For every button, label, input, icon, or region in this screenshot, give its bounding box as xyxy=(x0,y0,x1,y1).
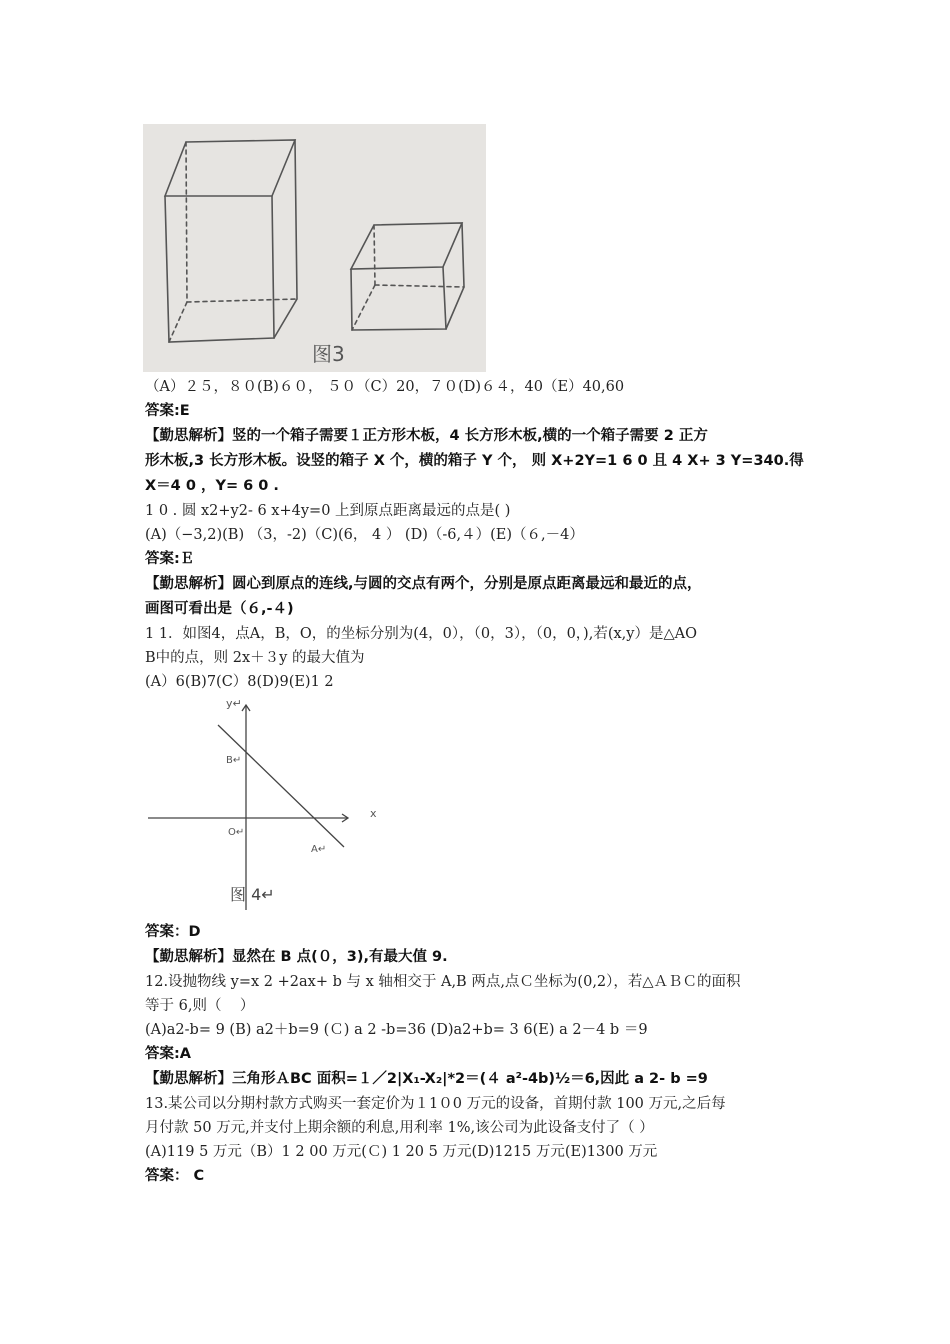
figure-4 xyxy=(148,695,388,910)
q9-options: （A）２５，８０(B)６０， ５０（C）20，７０(D)６４，40（E）40,60 xyxy=(145,379,625,395)
q13-answer: 答案： C xyxy=(145,1168,205,1184)
q12-stem-line: 12.设抛物线 y=x 2 +2ax+ b 与 x 轴相交于 A,B 两点,点Ｃ坐标为(0,2），若△ＡＢＣ的面积 xyxy=(145,974,741,990)
q10-options: (A)（−3,2)(B) （3，-2)（C)(6， 4 ） (D)（-6,４）(E)（６,－4） xyxy=(145,527,584,543)
q9-analysis-line: 形木板,3 长方形木板。设竖的箱子 X 个，横的箱子 Y 个， 则 X+2Y=1 6 0 且 4 X+ 3 Y=340.得 xyxy=(145,453,804,469)
x-axis-label: x xyxy=(370,807,377,820)
point-b-label: B↵ xyxy=(226,755,242,766)
q10-analysis-line: 画图可看出是（６,-４) xyxy=(145,601,294,617)
q12-options: (A)a2-b= 9 (B) a2＋b=9 (Ｃ) a 2 -b=36 (D)a2+b= 3 6(E) a 2－4 b ＝9 xyxy=(145,1022,648,1038)
figure-4-coordinate-plot xyxy=(148,695,388,910)
q10-analysis-line: 【勤思解析】圆心到原点的连线,与圆的交点有两个，分别是原点距离最远和最近的点， xyxy=(145,576,702,592)
q11-stem-line: B中的点，则 2x＋３y 的最大值为 xyxy=(145,650,365,666)
figure-3-image xyxy=(143,124,486,372)
q10-answer: 答案:Ｅ xyxy=(145,551,195,567)
y-axis-label: y↵ xyxy=(226,697,242,710)
q9-analysis-line: X＝4 0 ，Y= 6 0 . xyxy=(145,478,279,494)
q13-options: (A)119 5 万元（B）1 2 00 万元(Ｃ) 1 20 5 万元(D)1215 万元(E)1300 万元 xyxy=(145,1144,658,1160)
q11-options: (A）6(B)7(C）8(D)9(E)1 2 xyxy=(145,674,334,690)
q13-stem-line: 月付款 50 万元,并支付上期余额的利息,用利率 1%,该公司为此设备支付了（ ） xyxy=(145,1120,654,1136)
q13-stem-line: 13.某公司以分期村款方式购买一套定价为１1０0 万元的设备，首期付款 100 万元,之后每 xyxy=(145,1096,726,1112)
q11-answer: 答案：D xyxy=(145,924,201,940)
figure-4-caption: 图 4↵ xyxy=(230,885,275,904)
point-a-label: A↵ xyxy=(311,844,327,855)
q12-analysis-line: 【勤思解析】三角形ＡBC 面积=１／2|X₁-X₂|*2＝(４ a²-4b)½＝6,因此 a 2- b =9 xyxy=(145,1071,708,1087)
q9-analysis-line: 【勤思解析】竖的一个箱子需要１正方形木板，4 长方形木板,横的一个箱子需要 2 正方 xyxy=(145,428,708,444)
q12-answer: 答案:A xyxy=(145,1046,192,1062)
figure-3-caption: 图3 xyxy=(312,342,345,366)
q9-answer: 答案:E xyxy=(145,403,190,419)
q11-stem-line: 1 1．如图4，点A，B，O，的坐标分别为(4，0），（0，3），（0，0，),若(x,y）是△AO xyxy=(145,626,697,642)
q11-analysis-line: 【勤思解析】显然在 B 点(０，3),有最大值 9. xyxy=(145,949,448,965)
q12-stem-line: 等于 6,则（ ） xyxy=(145,998,255,1014)
figure-3-drawing xyxy=(143,124,486,372)
point-o-label: O↵ xyxy=(228,827,245,838)
q10-stem: 1 0 . 圆 x2+y2- 6 x+4y=0 上到原点距离最远的点是( ) xyxy=(145,503,511,519)
